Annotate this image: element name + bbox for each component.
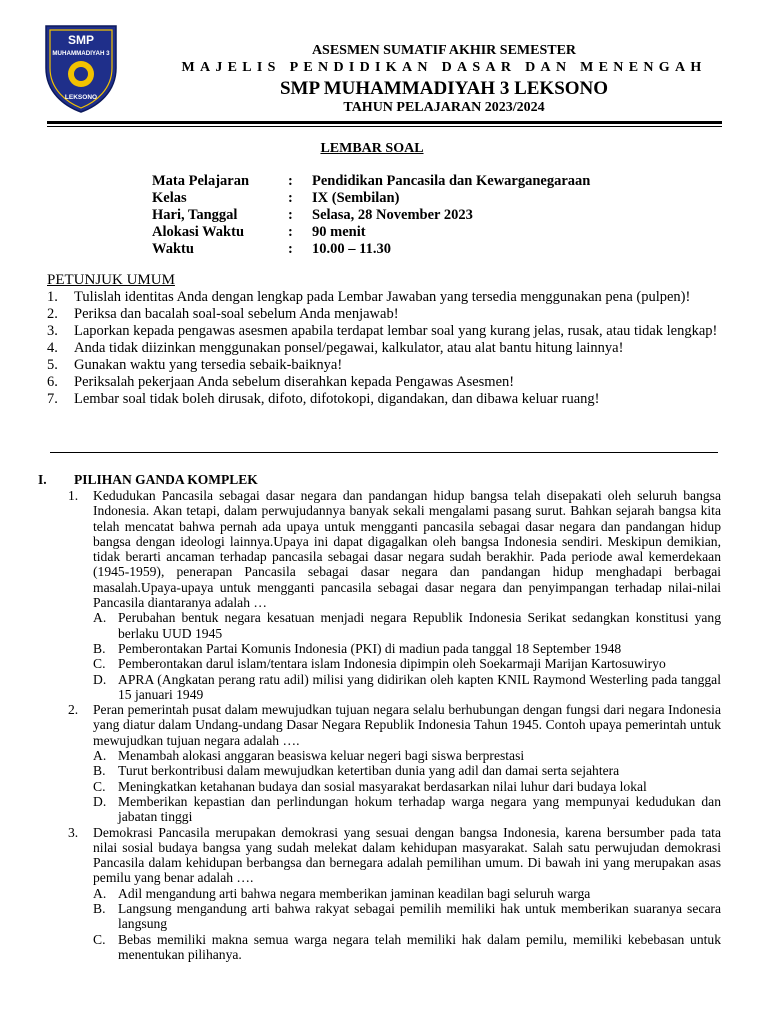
answer-option [93, 794, 721, 825]
header-divider-thin [47, 126, 722, 127]
answer-option [93, 779, 721, 794]
option-letter: C. [93, 656, 106, 672]
section-divider [50, 452, 718, 453]
option-text: Bebas memiliki makna semua warga negara telah memiliki hak dalam pemilu, memiliki kebebasan untuk menentukan pilihanya. [118, 931, 721, 962]
option-letter: B. [93, 640, 106, 656]
logo-text-ring: MUHAMMADIYAH 3 [52, 50, 110, 57]
instruction-item [47, 289, 722, 306]
logo-text-top: SMP [67, 33, 95, 47]
instruction-text: Laporkan kepada pengawas asesmen apabila terdapat lembar soal yang kurang jelas, rusak, atau tidak lengkap! [74, 323, 718, 339]
info-label: Hari, Tanggal [152, 207, 238, 223]
option-list [93, 610, 721, 702]
info-row [152, 173, 590, 190]
instruction-number: 7. [47, 391, 58, 407]
info-value: IX (Sembilan) [312, 190, 400, 206]
section-title: PILIHAN GANDA KOMPLEK [74, 472, 258, 487]
option-letter: D. [93, 671, 107, 687]
question-number: 3. [68, 824, 79, 840]
answer-option [93, 656, 721, 671]
question-item [68, 825, 721, 963]
option-text: Langsung mengandung arti bahwa rakyat sebagai pemilih memiliki hak untuk memberikan suaranya secara langsung [118, 901, 721, 932]
instruction-number: 3. [47, 323, 58, 339]
option-list [93, 886, 721, 962]
option-letter: B. [93, 901, 106, 917]
option-letter: C. [93, 778, 106, 794]
instruction-item [47, 306, 722, 323]
option-letter: A. [93, 748, 107, 764]
option-text: Memberikan kepastian dan perlindungan hokum terhadap warga negara yang mempunyai kedudukan dan jabatan tinggi [118, 793, 721, 825]
instruction-text: Gunakan waktu yang tersedia sebaik-baiknya! [74, 357, 343, 373]
question-number: 2. [68, 702, 79, 718]
info-row [152, 207, 590, 224]
question-number: 1. [68, 488, 79, 503]
instruction-number: 6. [47, 374, 58, 390]
question-item [68, 488, 721, 702]
info-label: Mata Pelajaran [152, 173, 250, 189]
section-heading [38, 472, 258, 488]
instruction-item [47, 357, 722, 374]
section-number: I. [38, 472, 47, 487]
instruction-item [47, 340, 722, 357]
question-stem: Demokrasi Pancasila merupakan demokrasi yang sesuai dengan bangsa Indonesia, karena bersumber pada tata nilai sosial budaya bangsa yang sudah melekat dalam kehidupan masyarakat. Salah satu perwujudan demokrasi Pancasila dalam kehidupan berbangsa dan bernegara adalah pemilihan umum. Di bawah ini yang merupakan asas pemilu yang benar adalah …. [93, 824, 721, 886]
instruction-number: 5. [47, 357, 58, 373]
info-label: Kelas [152, 190, 187, 206]
school-logo [40, 22, 122, 114]
logo-text-bottom: LEKSONO [64, 94, 98, 101]
answer-option [93, 672, 721, 703]
question-stem: Peran pemerintah pusat dalam mewujudkan tujuan negara selalu berhubungan dengan fungsi dari negara Indonesia yang diatur dalam Undang-undang Dasar Negara Republik Indonesia Tahun 1945. Contoh upaya pemerintah untuk mewujudkan tujuan negara adalah …. [93, 702, 721, 748]
info-label: Alokasi Waktu [152, 224, 245, 240]
answer-option [93, 886, 721, 901]
question-stem: Kedudukan Pancasila sebagai dasar negara dan pandangan hidup bangsa telah disepakati oleh seluruh bangsa Indonesia. Akan tetapi, dalam perwujudannya banyak sekali mengalami pasang surut. Bahkan sejarah bangsa kita telah mencatat bahwa pernah ada upaya untuk mengganti pancasila sebagai dasar negara dan pandangan hidup bangsa dengan ideologi lainnya.Upaya ini dapat digagalkan oleh bangsa Indonesia sendiri. Meskipun demikian, tidak berarti ancaman terhadap pancasila sebagai dasar negara sudah berakhir. Pada periode awal kemerdekaan (1945-1959), penerapan Pancasila sebagai dasar negara dan pandangan hidup menghadapi berbagai masalah.Upaya-upaya untuk mengganti pancasila sebagai dasar negara dan penyimpangan terhadap nilai-nilai Pancasila diantaranya adalah … [93, 488, 721, 611]
answer-option [93, 932, 721, 963]
info-row [152, 241, 590, 258]
instruction-text: Periksa dan bacalah soal-soal sebelum Anda menjawab! [74, 306, 399, 322]
option-text: Turut berkontribusi dalam mewujudkan ketertiban dunia yang adil dan damai serta sejahtera [118, 763, 620, 779]
instruction-number: 4. [47, 340, 58, 356]
question-list [68, 488, 721, 962]
instructions-list [47, 289, 722, 408]
info-colon: : [288, 224, 293, 240]
instruction-text: Periksalah pekerjaan Anda sebelum diserahkan kepada Pengawas Asesmen! [74, 374, 515, 390]
info-label: Waktu [152, 241, 194, 257]
answer-option [93, 763, 721, 778]
instruction-text: Anda tidak diizinkan menggunakan ponsel/pegawai, kalkulator, atau alat bantu hitung lainnya! [74, 340, 624, 356]
instruction-text: Lembar soal tidak boleh dirusak, difoto, difotokopi, digandakan, dan dibawa keluar ruang! [74, 391, 600, 407]
header-school-name: SMP MUHAMMADIYAH 3 LEKSONO [279, 78, 609, 99]
option-letter: D. [93, 793, 107, 809]
instruction-item [47, 323, 722, 340]
instruction-text: Tulislah identitas Anda dengan lengkap pada Lembar Jawaban yang tersedia menggunakan pena (pulpen)! [74, 289, 691, 305]
option-text: Pemberontakan darul islam/tentara islam Indonesia dipimpin oleh Soekarmaji Marijan Kartosuwiryo [118, 656, 666, 672]
info-row [152, 190, 590, 207]
info-value: 10.00 – 11.30 [312, 241, 391, 257]
answer-option [93, 748, 721, 763]
info-value: 90 menit [312, 224, 366, 240]
option-text: Meningkatkan ketahanan budaya dan sosial masyarakat berdasarkan nilai luhur dari budaya lokal [118, 778, 647, 794]
option-letter: A. [93, 885, 107, 901]
instruction-number: 2. [47, 306, 58, 322]
option-letter: C. [93, 931, 106, 947]
option-text: Menambah alokasi anggaran beasiswa keluar negeri bagi siswa berprestasi [118, 748, 525, 764]
header-year: TAHUN PELAJARAN 2023/2024 [343, 100, 545, 115]
instruction-item [47, 391, 722, 408]
answer-option [93, 901, 721, 932]
answer-option [93, 610, 721, 641]
info-value: Selasa, 28 November 2023 [312, 207, 473, 223]
header-line2: MAJELIS PENDIDIKAN DASAR DAN MENENGAH [181, 60, 707, 75]
option-letter: A. [93, 610, 107, 626]
option-text: Pemberontakan Partai Komunis Indonesia (PKI) di madiun pada tanggal 18 September 1948 [118, 640, 622, 656]
info-colon: : [288, 173, 293, 189]
question-item [68, 702, 721, 824]
exam-info-table [152, 173, 590, 258]
header-divider-thick [47, 121, 722, 124]
answer-option [93, 641, 721, 656]
info-colon: : [288, 207, 293, 223]
info-row [152, 224, 590, 241]
header-line1: ASESMEN SUMATIF AKHIR SEMESTER [311, 43, 577, 58]
info-colon: : [288, 241, 293, 257]
option-text: APRA (Angkatan perang ratu adil) milisi yang didirikan oleh kapten KNIL Raymond Westerling pada tanggal 15 januari 1949 [118, 671, 721, 702]
option-text: Perubahan bentuk negara kesatuan menjadi negara Republik Indonesia Serikat sedangkan konstitusi yang berlaku UUD 1945 [118, 610, 721, 641]
option-list [93, 748, 721, 824]
instruction-number: 1. [47, 289, 58, 305]
document-title: LEMBAR SOAL [320, 141, 424, 156]
info-colon: : [288, 190, 293, 206]
instruction-item [47, 374, 722, 391]
instructions-title: PETUNJUK UMUM [47, 272, 175, 288]
info-value: Pendidikan Pancasila dan Kewarganegaraan [312, 173, 591, 189]
option-text: Adil mengandung arti bahwa negara memberikan jaminan keadilan bagi seluruh warga [118, 885, 591, 901]
option-letter: B. [93, 763, 106, 779]
